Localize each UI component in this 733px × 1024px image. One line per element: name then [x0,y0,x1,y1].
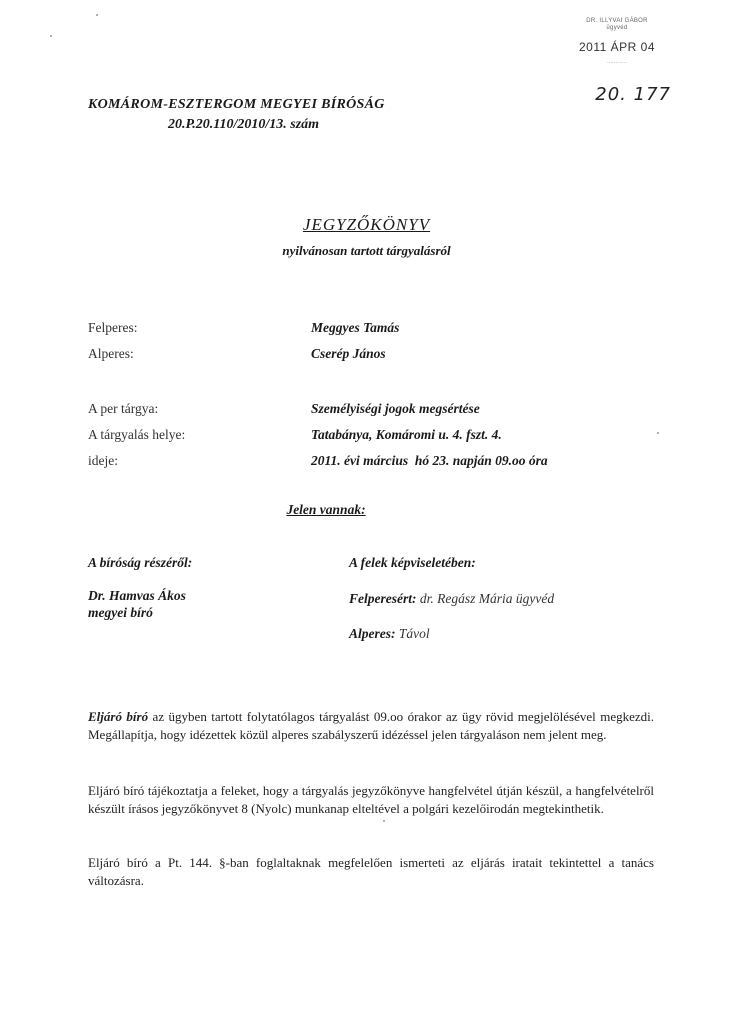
document-subtitle: nyilvánosan tartott tárgyalásról [282,243,451,258]
judge-title: megyei bíró [88,605,153,620]
plaintiff-label: Felperes: [88,320,138,335]
court-side-heading: A bíróság részéről: [88,555,193,570]
defendant-rep-value: Távol [398,626,430,641]
stamp-office-role: ügyvéd [606,25,628,31]
judge-name: Dr. Hamvas Ákos [88,588,186,603]
court-name: KOMÁROM-ESZTERGOM MEGYEI BÍRÓSÁG [88,97,385,112]
plaintiff-value: Meggyes Tamás [311,320,400,335]
defendant-label: Alperes: [88,346,134,361]
subject-value: Személyiségi jogok megsértése [311,401,480,416]
scan-speck [50,35,52,37]
paragraph-opening [88,708,654,744]
venue-value: Tatabánya, Komáromi u. 4. fszt. 4. [311,427,502,442]
time-label: ideje: [88,453,118,468]
plaintiff-rep-label: Felperesért: [349,591,417,606]
stamp-office-name: DR. ILLYVAI GÁBOR [586,18,648,24]
plaintiff-rep-value: dr. Regász Mária ügyvéd [419,591,555,606]
paragraph-opening-text: az ügyben tartott folytatólagos tárgyalást 09.oo órakor az ügy rövid megjelölésével megkezdi. Megállapítja, hogy idézettek közül alperes szabályszerű idézéssel jelen tárgyaláson nem jelent meg. [88,709,655,742]
case-number: 20.P.20.110/2010/13. szám [168,117,320,132]
defendant-value: Cserép János [311,346,386,361]
subject-label: A per tárgya: [88,401,159,416]
present-heading: Jelen vannak: [286,502,366,517]
venue-label: A tárgyalás helye: [88,427,186,442]
plaintiff-representative [349,591,554,607]
handwritten-number: 20. 177 [595,84,671,105]
stamp-dots: ············ [607,60,627,66]
scan-speck [96,14,98,16]
paragraph-lead: Eljáró bíró [88,709,149,724]
paragraph-recording: Eljáró bíró tájékoztatja a feleket, hogy a tárgyalás jegyzőkönyve hangfelvétel útján készül, a hangfelvételről készült írásos jegyzőkönyvet 8 (Nyolc) munkanap elteltével a polgári kezelőirodán megtekinthetik. [88,783,654,816]
paragraph-documents: Eljáró bíró a Pt. 144. §-ban foglaltaknak megfelelően ismerteti az eljárás iratait tekintettel a tanács változásra. [88,855,654,888]
parties-side-heading: A felek képviseletében: [349,555,476,570]
document-title: JEGYZŐKÖNYV [302,215,431,234]
stamp-date: 2011 ÁPR 04 [579,40,655,54]
time-value: 2011. évi március hó 23. napján 09.oo óra [311,453,548,468]
received-stamp [557,18,677,66]
scan-speck [383,820,385,822]
defendant-representative [349,626,430,642]
scan-speck [657,432,659,434]
defendant-rep-label: Alperes: [349,626,396,641]
